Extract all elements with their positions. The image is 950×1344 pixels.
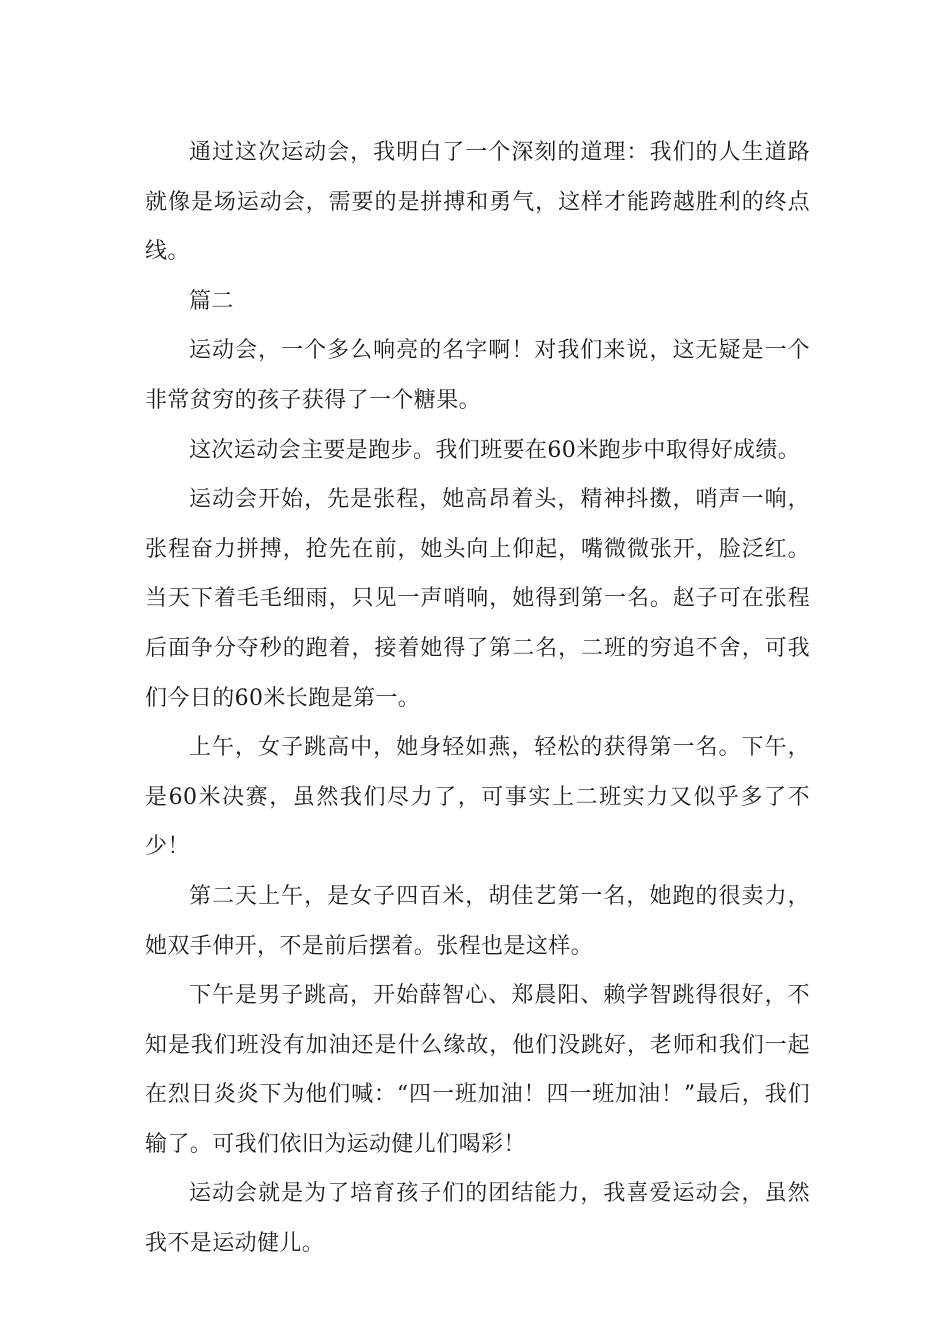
paragraph-closing: 运动会就是为了培育孩子们的团结能力，我喜爱运动会，虽然我不是运动健儿。 [145,1181,810,1257]
document-body [145,128,810,1269]
paragraph-running: 这次运动会主要是跑步。我们班要在60米跑步中取得好成绩。 [189,437,801,463]
paragraph-high-jump: 上午，女子跳高中，她身轻如燕，轻松的获得第一名。下午，是60米决赛，虽然我们尽力了，可事实上二班实力又似乎多了不少！ [145,735,810,860]
paragraph-boys-jump: 下午是男子跳高，开始薛智心、郑晨阳、赖学智跳得很好，不知是我们班没有加油还是什么缘故，他们没跳好，老师和我们一起在烈日炎炎下为他们喊：“四一班加油！四一班加油！”最后，我们输了。可我们依旧为运动健儿们喝彩！ [145,983,810,1157]
section-heading-part-two: 篇二 [189,288,234,314]
paragraph-conclusion: 通过这次运动会，我明白了一个深刻的道理：我们的人生道路就像是场运动会，需要的是拼搏和勇气，这样才能跨越胜利的终点线。 [145,140,810,265]
paragraph-400m: 第二天上午，是女子四百米，胡佳艺第一名，她跑的很卖力，她双手伸开，不是前后摆着。张程也是这样。 [145,883,810,959]
paragraph-intro: 运动会，一个多么响亮的名字啊！对我们来说，这无疑是一个非常贫穷的孩子获得了一个糖果。 [145,338,810,413]
paragraph-race-start: 运动会开始，先是张程，她高昂着头，精神抖擞，哨声一响，张程奋力拼搏，抢先在前，她头向上仰起，嘴微微张开，脸泛红。当天下着毛毛细雨，只见一声哨响，她得到第一名。赵子可在张程后面争分夺秒的跑着，接着她得了第二名，二班的穷追不舍，可我们今日的60米长跑是第一。 [145,487,810,711]
